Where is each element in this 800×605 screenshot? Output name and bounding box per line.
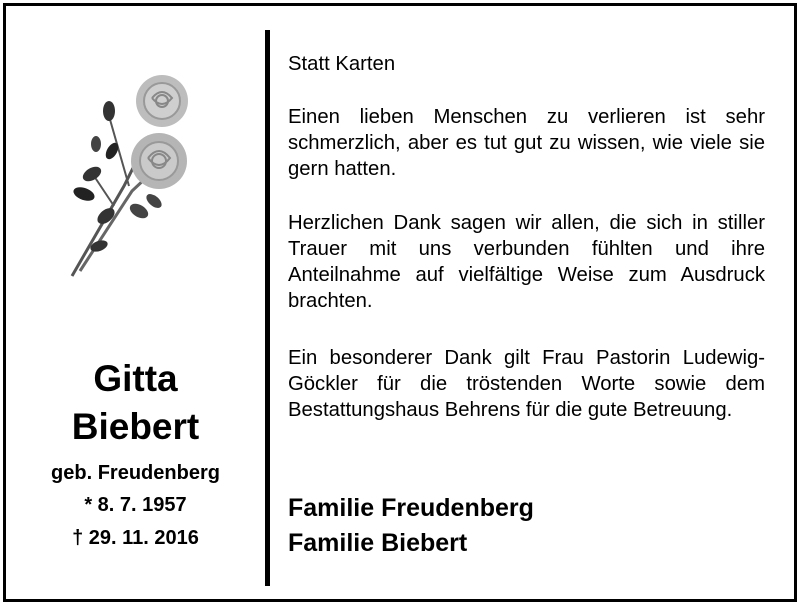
rose-icon xyxy=(54,66,224,296)
first-name: Gitta xyxy=(93,358,178,399)
paragraph-1: Einen lieben Menschen zu verlieren ist sehr schmerzlich, aber es tut gut zu wissen, wie viele sie gern hatten. xyxy=(288,106,765,180)
last-name: Biebert xyxy=(71,406,200,447)
obituary-notice xyxy=(3,3,797,602)
signature-2: Familie Biebert xyxy=(288,529,468,557)
maiden-name: geb. Freudenberg xyxy=(51,462,220,484)
paragraph-3: Ein besonderer Dank gilt Frau Pastorin Ludewig-Göckler für die tröstenden Worte sowie dem Bestattungshaus Behrens für die gute Betreuung. xyxy=(288,347,765,421)
birth-date: * 8. 7. 1957 xyxy=(84,494,187,516)
left-column xyxy=(6,6,265,599)
vertical-divider xyxy=(265,30,270,586)
paragraph-2: Herzlichen Dank sagen wir allen, die sich in stiller Trauer mit uns verbunden fühlten und ihre Anteilnahme auf vielfältige Weise zum Ausdruck brachten. xyxy=(288,212,765,312)
signature-1: Familie Freudenberg xyxy=(288,494,534,522)
greeting-text: Statt Karten xyxy=(288,53,396,75)
death-date: † 29. 11. 2016 xyxy=(72,527,199,549)
